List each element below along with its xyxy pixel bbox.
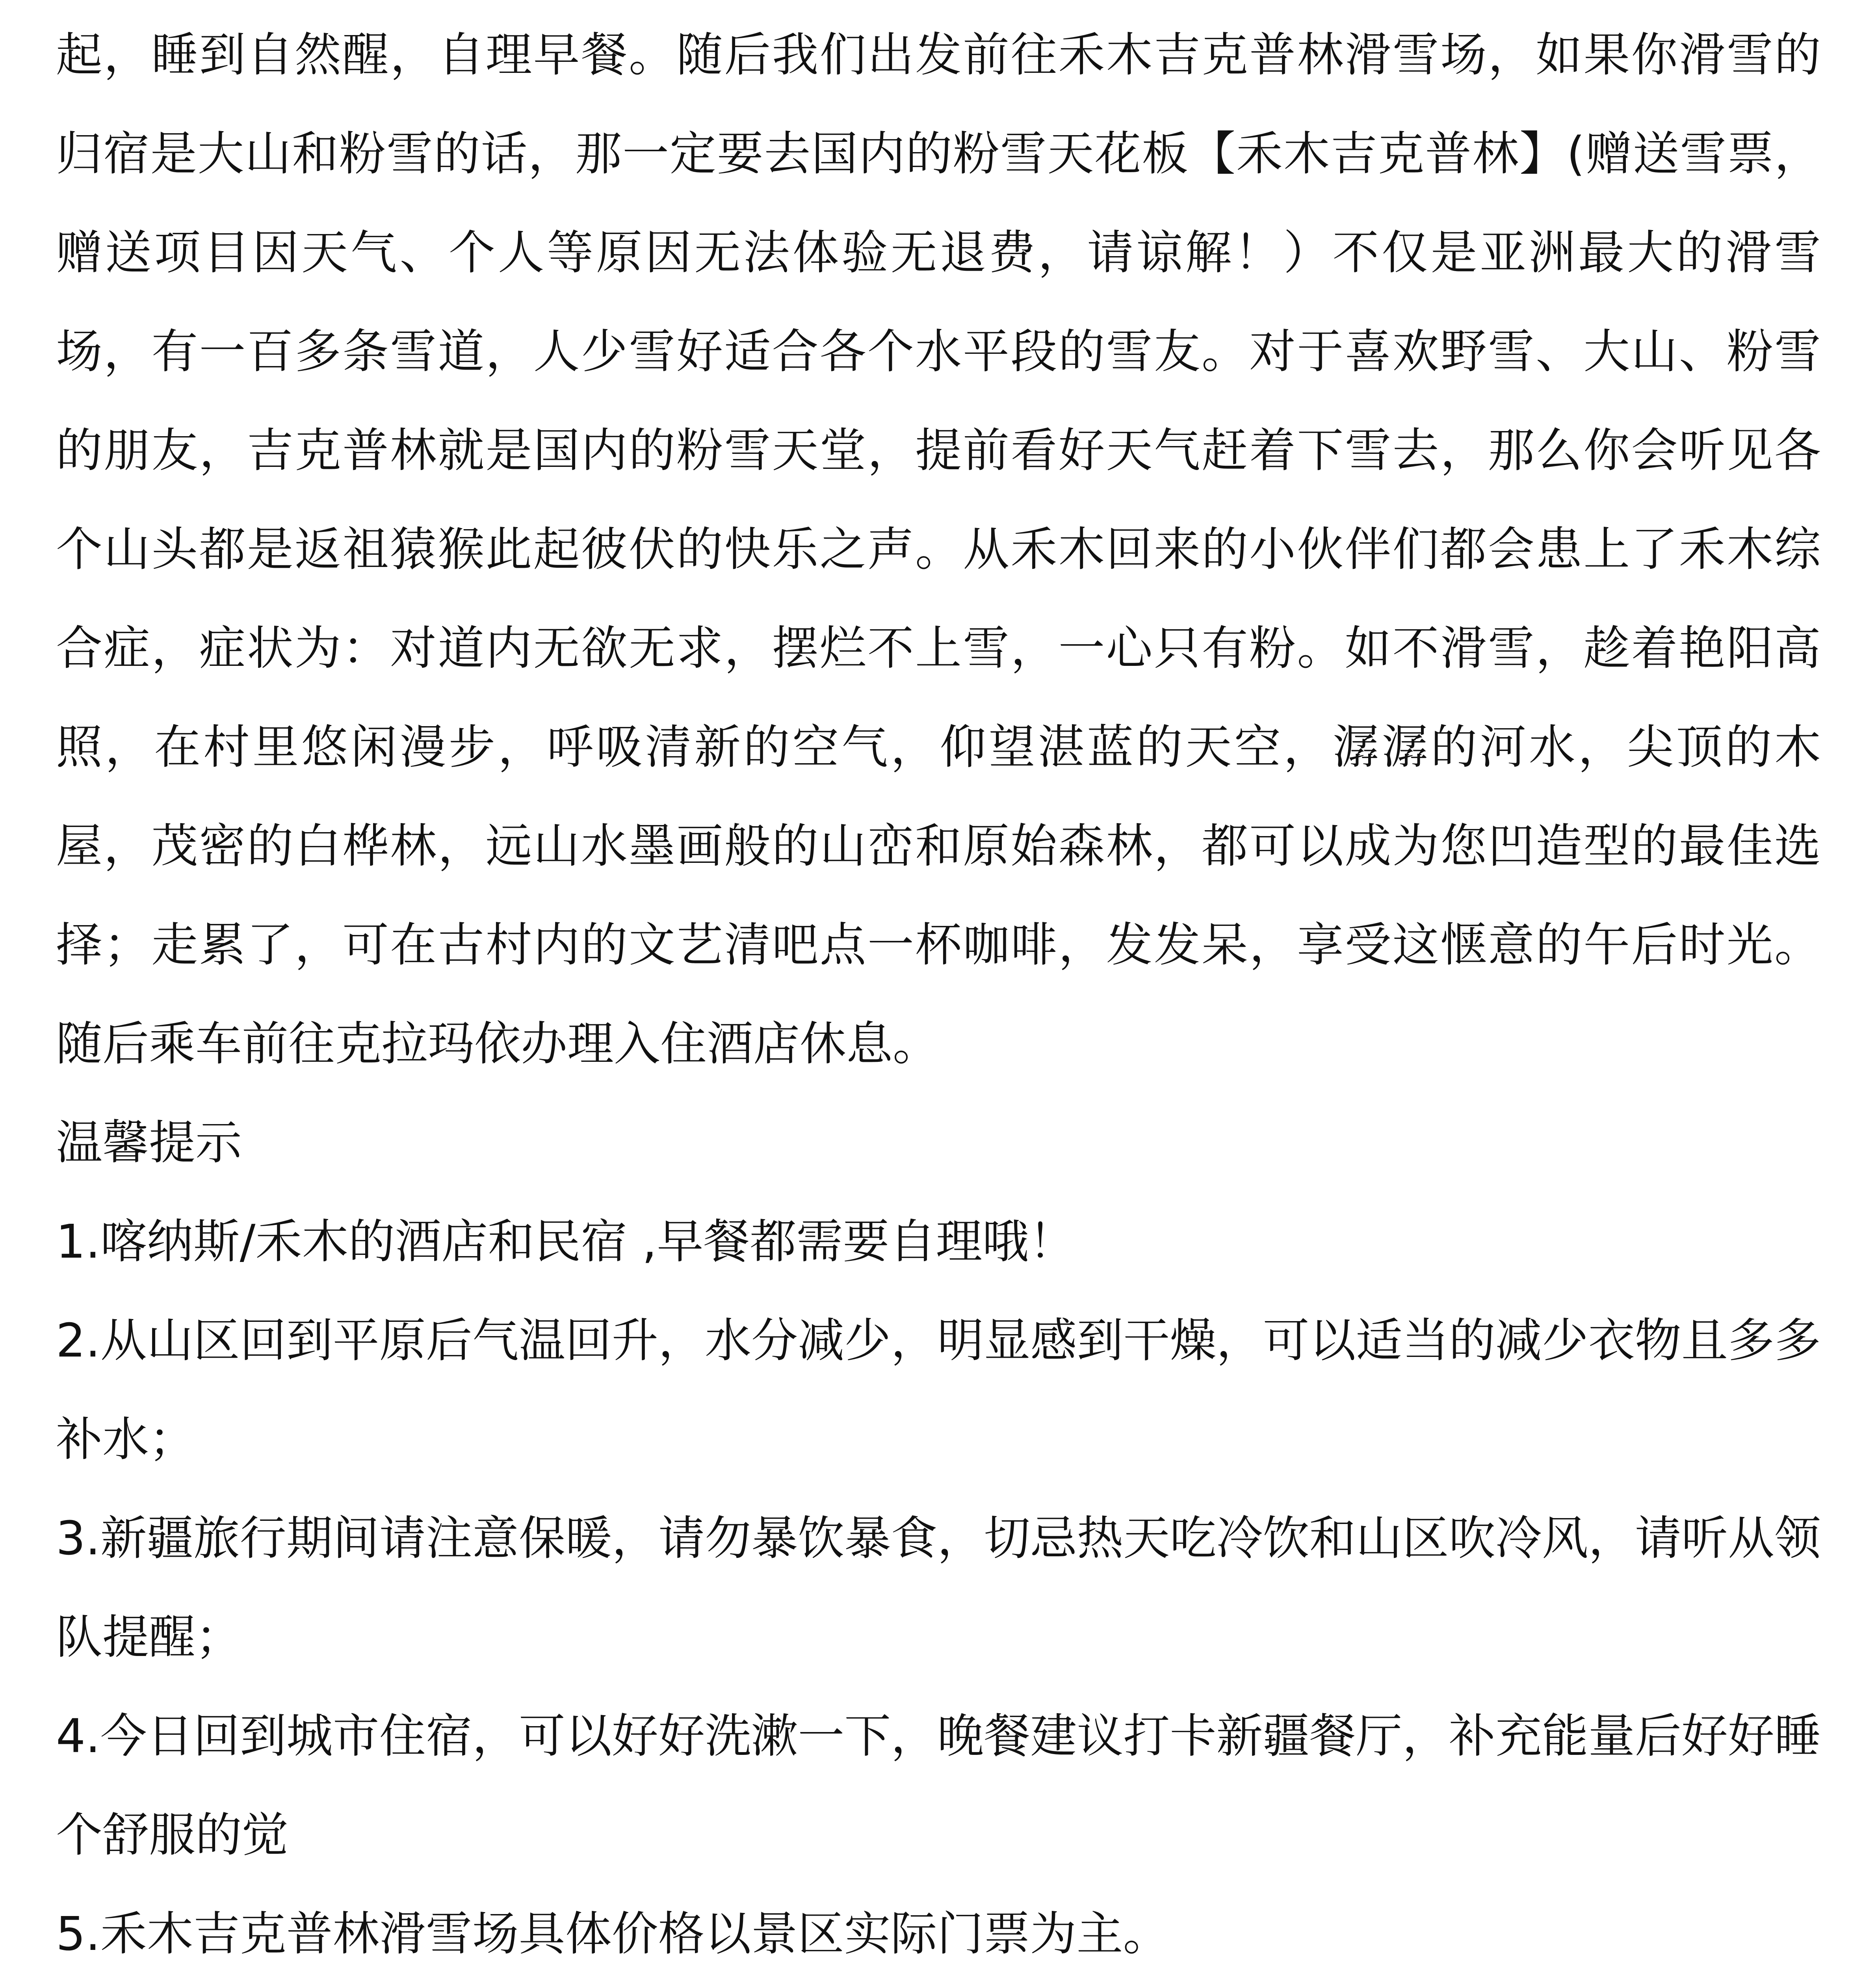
tip-item-5: 5.禾木吉克普林滑雪场具体价格以景区实际门票为主。 (56, 1907, 1170, 1961)
tips-heading: 温馨提示 (56, 1115, 242, 1170)
tip-item-4: 4.今日回到城市住宿，可以好好洗漱一下，晚餐建议打卡新疆餐厅，补充能量后好好睡个舒服的觉 (56, 1709, 1821, 1862)
tip-item-3: 3.新疆旅行期间请注意保暖，请勿暴饮暴食，切忌热天吃冷饮和山区吹冷风，请听从领队提醒； (56, 1511, 1821, 1664)
tip-item-2: 2.从山区回到平原后气温回升，水分减少，明显感到干燥，可以适当的减少衣物且多多补水； (56, 1313, 1821, 1466)
document-body (56, 6, 1821, 1970)
intro-paragraph: 起，睡到自然醒，自理早餐。随后我们出发前往禾木吉克普林滑雪场，如果你滑雪的归宿是大山和粉雪的话，那一定要去国内的粉雪天花板【禾木吉克普林】(赠送雪票，赠送项目因天气、个人等原因无法体验无退费，请谅解！）不仅是亚洲最大的滑雪场，有一百多条雪道，人少雪好适合各个水平段的雪友。对于喜欢野雪、大山、粉雪的朋友，吉克普林就是国内的粉雪天堂，提前看好天气赶着下雪去，那么你会听见各个山头都是返祖猿猴此起彼伏的快乐之声。从禾木回来的小伙伴们都会患上了禾木综合症，症状为：对道内无欲无求，摆烂不上雪，一心只有粉。如不滑雪，趁着艳阳高照，在村里悠闲漫步，呼吸清新的空气，仰望湛蓝的天空，潺潺的河水，尖顶的木屋，茂密的白桦林，远山水墨画般的山峦和原始森林，都可以成为您凹造型的最佳选择；走累了，可在古村内的文艺清吧点一杯咖啡，发发呆，享受这惬意的午后时光。随后乘车前往克拉玛依办理入住酒店休息。 (56, 28, 1821, 1071)
tip-item-1: 1.喀纳斯/禾木的酒店和民宿 ,早餐都需要自理哦！ (56, 1214, 1075, 1269)
